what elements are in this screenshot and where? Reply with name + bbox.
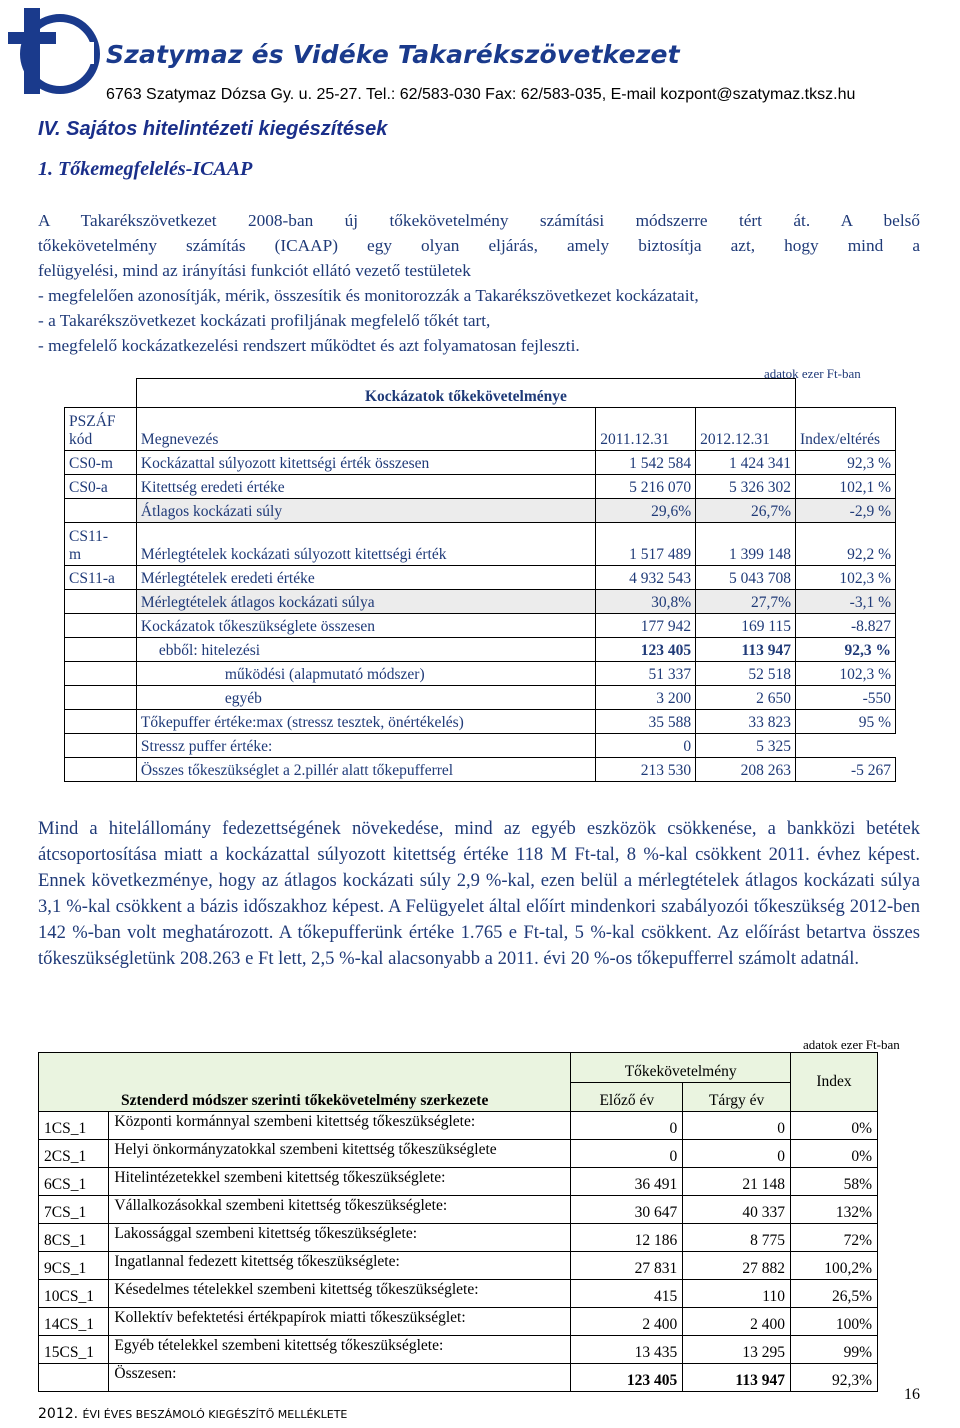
row-index: 100,2% bbox=[790, 1252, 877, 1280]
row-value-2012: 113 947 bbox=[696, 638, 796, 662]
row-curr: 13 295 bbox=[683, 1336, 791, 1364]
row-code: 6CS_1 bbox=[39, 1168, 109, 1196]
table-row bbox=[39, 1196, 878, 1224]
row-curr: 27 882 bbox=[683, 1252, 791, 1280]
row-curr: 0 bbox=[683, 1112, 791, 1140]
row-index: 99% bbox=[790, 1336, 877, 1364]
row-value-2011: 5 216 070 bbox=[596, 475, 696, 499]
table-row bbox=[65, 523, 896, 566]
row-value-2012: 169 115 bbox=[696, 614, 796, 638]
analysis-paragraph: Mind a hitelállomány fedezettségének növekedése, mind az egyéb eszközök csökkenése, a bankközi betétek átcsoportosítása miatt a kockázattal súlyozott kitettség értéke 118 M Ft-tal, 8 %-kal csökkent 2011. évhez képest. Ennek következménye, hogy az átlagos kockázati súly 2,9 %-kal, ezen belül a mérlegtételek átlagos kockázati súlya 3,1 %-kal csökkent a bázis időszakhoz képest. A Felügyelet által előírt mindenkori szabályozói tőkeszükség 2012-ben 142 %-ban volt meghatározott. A tőkepufferünk értéke 1.765 e Ft-tal, 5 %-kal csökkent. Az előírást betartva összes tőkeszükségletünk 208.263 e Ft lett, 2,5 %-kal alacsonyabb a 2011. évi 20 %-os tőkepufferrel számolt adatnál. bbox=[38, 818, 920, 969]
row-index: -8.827 bbox=[796, 614, 896, 638]
table1-title: Kockázatok tőkekövetelménye bbox=[136, 379, 795, 408]
row-index: 26,5% bbox=[790, 1280, 877, 1308]
table1-header-name: Megnevezés bbox=[136, 408, 595, 451]
footer bbox=[38, 1406, 347, 1422]
table-row bbox=[65, 451, 896, 475]
row-name: Tőkepuffer értéke:max (stressz tesztek, önértékelés) bbox=[136, 710, 595, 734]
row-index: -5 267 bbox=[796, 758, 896, 782]
row-code bbox=[65, 734, 137, 758]
table-row bbox=[39, 1168, 878, 1196]
table-row bbox=[65, 475, 896, 499]
row-code: 10CS_1 bbox=[39, 1280, 109, 1308]
row-code: CS0-m bbox=[65, 451, 137, 475]
row-value-2011: 123 405 bbox=[596, 638, 696, 662]
row-code: 9CS_1 bbox=[39, 1252, 109, 1280]
row-name: egyéb bbox=[136, 686, 595, 710]
table2-header-prev: Előző év bbox=[571, 1082, 683, 1112]
row-value-2011: 1 517 489 bbox=[596, 523, 696, 566]
row-name: Kockázatok tőkeszükséglete összesen bbox=[136, 614, 595, 638]
table-row bbox=[65, 614, 896, 638]
row-curr: 0 bbox=[683, 1140, 791, 1168]
intro-line: felügyelési, mind az irányítási funkciót ellátó vezető testületek bbox=[38, 261, 471, 280]
table1-header-code: PSZÁF kód bbox=[65, 408, 137, 451]
row-value-2011: 1 542 584 bbox=[596, 451, 696, 475]
risk-capital-table bbox=[64, 378, 896, 782]
row-curr: 110 bbox=[683, 1280, 791, 1308]
row-code: CS0-a bbox=[65, 475, 137, 499]
row-code bbox=[65, 590, 137, 614]
row-value-2011: 213 530 bbox=[596, 758, 696, 782]
footer-year: 2012. bbox=[38, 1406, 79, 1422]
row-name: Központi kormánnyal szembeni kitettség tőkeszükséglete: bbox=[109, 1112, 571, 1140]
row-code: 14CS_1 bbox=[39, 1308, 109, 1336]
row-value-2011: 35 588 bbox=[596, 710, 696, 734]
row-prev: 13 435 bbox=[571, 1336, 683, 1364]
row-name: Lakossággal szembeni kitettség tőkeszükséglete: bbox=[109, 1224, 571, 1252]
table-row bbox=[39, 1252, 878, 1280]
row-prev: 30 647 bbox=[571, 1196, 683, 1224]
row-name: működési (alapmutató módszer) bbox=[136, 662, 595, 686]
row-value-2012: 2 650 bbox=[696, 686, 796, 710]
row-prev: 0 bbox=[571, 1140, 683, 1168]
row-name: Stressz puffer értéke: bbox=[136, 734, 595, 758]
row-code bbox=[65, 499, 137, 523]
organization-name: Szatymaz és Vidéke Takarékszövetkezet bbox=[106, 40, 680, 69]
table-row bbox=[65, 734, 896, 758]
row-name: Mérlegtételek eredeti értéke bbox=[136, 566, 595, 590]
table2-header-curr: Tárgy év bbox=[683, 1082, 791, 1112]
table2-unit-note: adatok ezer Ft-ban bbox=[803, 1037, 900, 1052]
row-index: 102,3 % bbox=[796, 566, 896, 590]
row-value-2011: 4 932 543 bbox=[596, 566, 696, 590]
row-name: Vállalkozásokkal szembeni kitettség tőkeszükséglete: bbox=[109, 1196, 571, 1224]
row-code bbox=[65, 758, 137, 782]
row-code bbox=[65, 614, 137, 638]
total-index: 92,3% bbox=[790, 1364, 877, 1392]
row-index: 58% bbox=[790, 1168, 877, 1196]
row-curr: 8 775 bbox=[683, 1224, 791, 1252]
row-index: 102,1 % bbox=[796, 475, 896, 499]
row-value-2011: 0 bbox=[596, 734, 696, 758]
table-row bbox=[65, 686, 896, 710]
row-value-2011: 51 337 bbox=[596, 662, 696, 686]
row-name: Kitettség eredeti értéke bbox=[136, 475, 595, 499]
row-code bbox=[65, 686, 137, 710]
subsection-title: 1. Tőkemegfelelés-ICAAP bbox=[38, 158, 253, 180]
row-value-2012: 33 823 bbox=[696, 710, 796, 734]
row-index: 100% bbox=[790, 1308, 877, 1336]
total-label: Összesen: bbox=[109, 1364, 571, 1392]
row-index: 0% bbox=[790, 1140, 877, 1168]
table-row bbox=[65, 499, 896, 523]
table1-header-2012: 2012.12.31 bbox=[696, 408, 796, 451]
row-value-2012: 26,7% bbox=[696, 499, 796, 523]
row-prev: 36 491 bbox=[571, 1168, 683, 1196]
row-index: -3,1 % bbox=[796, 590, 896, 614]
row-index: 92,3 % bbox=[796, 451, 896, 475]
row-name: Ingatlannal fedezett kitettség tőkeszükséglete: bbox=[109, 1252, 571, 1280]
row-prev: 2 400 bbox=[571, 1308, 683, 1336]
table-row bbox=[65, 638, 896, 662]
row-curr: 2 400 bbox=[683, 1308, 791, 1336]
row-value-2012: 1 424 341 bbox=[696, 451, 796, 475]
table2-group-header: Tőkekövetelmény bbox=[571, 1053, 791, 1083]
intro-line: - megfelelő kockázatkezelési rendszert működtet és azt folyamatosan fejleszti. bbox=[38, 336, 580, 355]
row-name: Mérlegtételek átlagos kockázati súlya bbox=[136, 590, 595, 614]
row-value-2011: 177 942 bbox=[596, 614, 696, 638]
row-name: Kockázattal súlyozott kitettségi érték összesen bbox=[136, 451, 595, 475]
page-number: 16 bbox=[904, 1386, 920, 1403]
row-prev: 415 bbox=[571, 1280, 683, 1308]
row-curr: 21 148 bbox=[683, 1168, 791, 1196]
row-index bbox=[796, 734, 896, 758]
row-name: ebből: hitelezési bbox=[136, 638, 595, 662]
row-value-2012: 52 518 bbox=[696, 662, 796, 686]
row-index: -2,9 % bbox=[796, 499, 896, 523]
row-index: -550 bbox=[796, 686, 896, 710]
row-index: 72% bbox=[790, 1224, 877, 1252]
row-curr: 40 337 bbox=[683, 1196, 791, 1224]
row-code bbox=[65, 710, 137, 734]
row-index: 0% bbox=[790, 1112, 877, 1140]
row-value-2011: 30,8% bbox=[596, 590, 696, 614]
row-name: Mérlegtételek kockázati súlyozott kitettségi érték bbox=[136, 523, 595, 566]
standard-method-table bbox=[38, 1052, 878, 1392]
table1-header-row bbox=[65, 408, 896, 451]
row-code bbox=[65, 638, 137, 662]
row-value-2012: 27,7% bbox=[696, 590, 796, 614]
intro-paragraph bbox=[38, 208, 920, 358]
row-value-2011: 3 200 bbox=[596, 686, 696, 710]
row-value-2012: 1 399 148 bbox=[696, 523, 796, 566]
row-value-2011: 29,6% bbox=[596, 499, 696, 523]
row-prev: 27 831 bbox=[571, 1252, 683, 1280]
row-code: 2CS_1 bbox=[39, 1140, 109, 1168]
row-value-2012: 208 263 bbox=[696, 758, 796, 782]
total-curr: 113 947 bbox=[683, 1364, 791, 1392]
table-row bbox=[39, 1224, 878, 1252]
table-row bbox=[39, 1336, 878, 1364]
table1-header-index: Index/eltérés bbox=[796, 408, 896, 451]
table1-unit-note: adatok ezer Ft-ban bbox=[764, 366, 861, 381]
row-name: Kollektív befektetési értékpapírok miatti tőkeszükséglet: bbox=[109, 1308, 571, 1336]
intro-line: tőkekövetelmény számítás (ICAAP) egy olyan eljárás, amely biztosítja azt, hogy mind a bbox=[38, 236, 920, 255]
table-row bbox=[65, 566, 896, 590]
table-total-row bbox=[39, 1364, 878, 1392]
table-row bbox=[39, 1308, 878, 1336]
table-row bbox=[39, 1140, 878, 1168]
row-value-2012: 5 326 302 bbox=[696, 475, 796, 499]
row-index: 132% bbox=[790, 1196, 877, 1224]
row-name: Helyi önkormányzatokkal szembeni kitettség tőkeszükséglete bbox=[109, 1140, 571, 1168]
row-value-2012: 5 325 bbox=[696, 734, 796, 758]
company-logo bbox=[4, 2, 102, 100]
row-name: Összes tőkeszükséglet a 2.pillér alatt tőkepufferrel bbox=[136, 758, 595, 782]
row-code bbox=[65, 662, 137, 686]
table2-header-index: Index bbox=[790, 1053, 877, 1112]
row-code: 7CS_1 bbox=[39, 1196, 109, 1224]
row-code: CS11- m bbox=[65, 523, 137, 566]
row-code: 15CS_1 bbox=[39, 1336, 109, 1364]
row-code: 8CS_1 bbox=[39, 1224, 109, 1252]
section-title: IV. Sajátos hitelintézeti kiegészítések bbox=[38, 118, 388, 140]
table-row bbox=[65, 662, 896, 686]
table2-title: Sztenderd módszer szerinti tőkekövetelmény szerkezete bbox=[39, 1053, 571, 1112]
row-name: Átlagos kockázati súly bbox=[136, 499, 595, 523]
table-row bbox=[39, 1112, 878, 1140]
intro-line: - megfelelően azonosítják, mérik, összesítik és monitorozzák a Takarékszövetkezet kockázatait, bbox=[38, 286, 699, 305]
row-index: 92,3 % bbox=[796, 638, 896, 662]
intro-line: A Takarékszövetkezet 2008-ban új tőkekövetelmény számítási módszerre tért át. A belső bbox=[38, 211, 920, 230]
row-value-2012: 5 043 708 bbox=[696, 566, 796, 590]
footer-text: ÉVI ÉVES BESZÁMOLÓ KIEGÉSZÍTŐ MELLÉKLETE bbox=[82, 1408, 348, 1421]
row-code: CS11-a bbox=[65, 566, 137, 590]
row-prev: 12 186 bbox=[571, 1224, 683, 1252]
table-row bbox=[65, 710, 896, 734]
row-index: 102,3 % bbox=[796, 662, 896, 686]
row-name: Késedelmes tételekkel szembeni kitettség tőkeszükséglete: bbox=[109, 1280, 571, 1308]
table1-header-2011: 2011.12.31 bbox=[596, 408, 696, 451]
table-row bbox=[39, 1280, 878, 1308]
row-name: Egyéb tételekkel szembeni kitettség tőkeszükséglete: bbox=[109, 1336, 571, 1364]
total-prev: 123 405 bbox=[571, 1364, 683, 1392]
organization-contact: 6763 Szatymaz Dózsa Gy. u. 25-27. Tel.: 62/583-030 Fax: 62/583-035, E-mail kozpont@szatymaz.tksz.hu bbox=[106, 86, 856, 103]
row-code: 1CS_1 bbox=[39, 1112, 109, 1140]
table-row bbox=[65, 590, 896, 614]
intro-line: - a Takarékszövetkezet kockázati profiljának megfelelő tőkét tart, bbox=[38, 311, 491, 330]
row-index: 95 % bbox=[796, 710, 896, 734]
row-prev: 0 bbox=[571, 1112, 683, 1140]
table-row bbox=[65, 758, 896, 782]
row-index: 92,2 % bbox=[796, 523, 896, 566]
row-name: Hitelintézetekkel szembeni kitettség tőkeszükséglete: bbox=[109, 1168, 571, 1196]
